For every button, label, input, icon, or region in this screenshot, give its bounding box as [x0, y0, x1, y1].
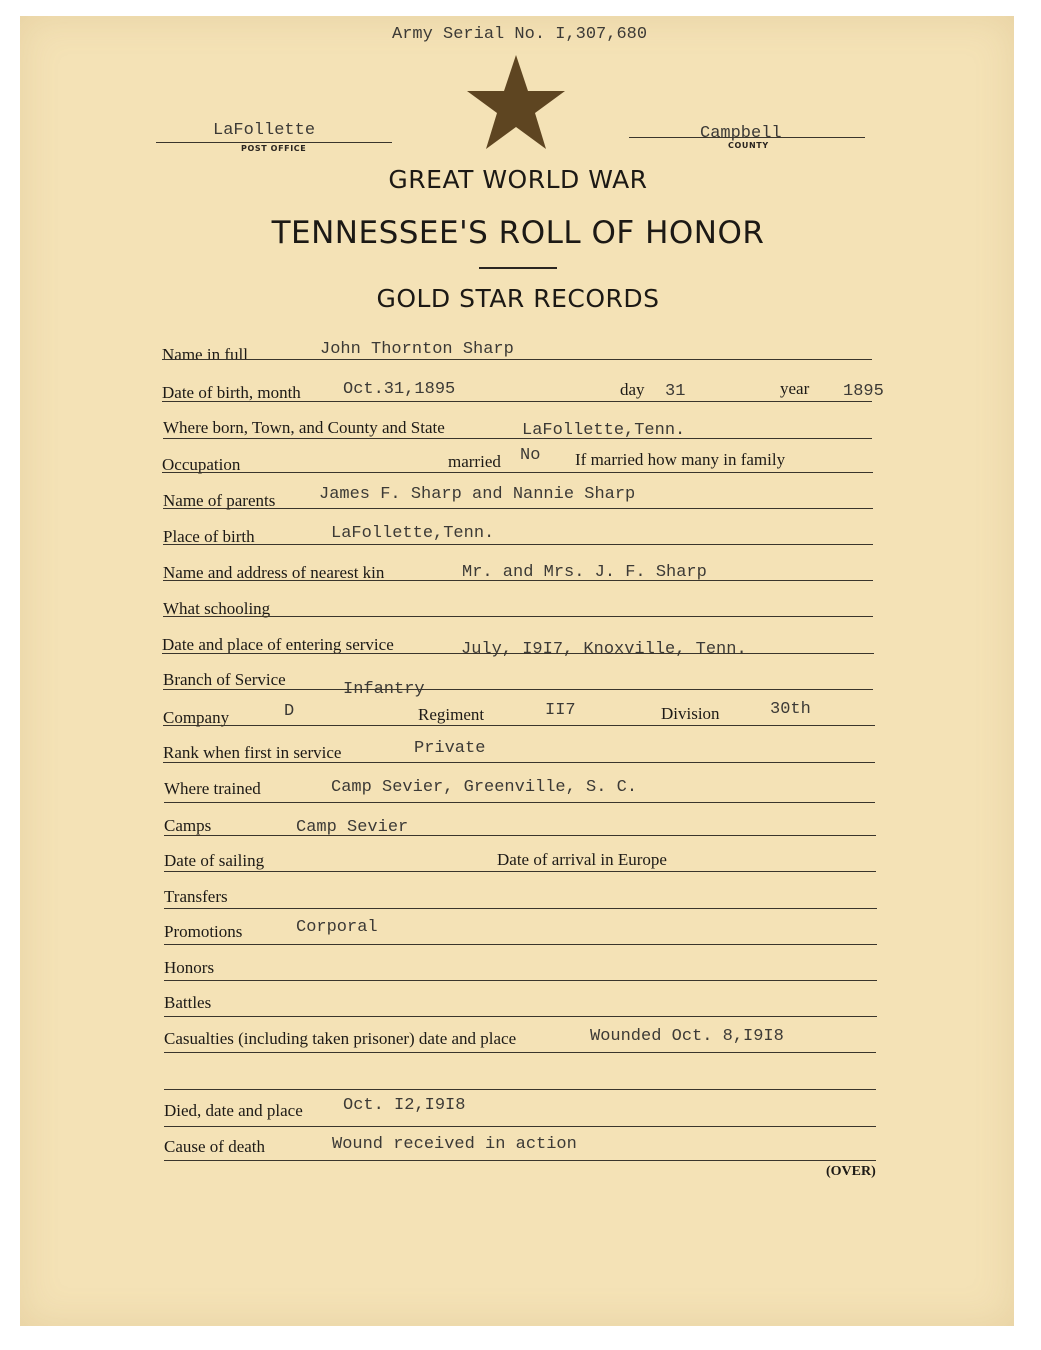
county-value: Campbell [700, 124, 782, 143]
gold-star-icon [464, 53, 568, 151]
title-great-world-war: GREAT WORLD WAR [388, 165, 648, 194]
cause-value: Wound received in action [332, 1135, 577, 1154]
rank-value: Private [414, 739, 486, 758]
dob-month-value: Oct.31,1895 [343, 380, 456, 399]
county-caption: COUNTY [728, 141, 769, 150]
post-office-value: LaFollette [213, 121, 316, 140]
camps-value: Camp Sevier [296, 818, 409, 837]
rank-label: Rank when first in service [163, 743, 342, 762]
division-label: Division [661, 704, 720, 723]
cause-label: Cause of death [164, 1137, 266, 1156]
division-value: 30th [770, 700, 811, 719]
married-label: married [448, 452, 501, 471]
sailing-label: Date of sailing [164, 851, 265, 870]
name-value: John Thornton Sharp [320, 340, 514, 359]
regiment-label: Regiment [418, 705, 485, 724]
died-value: Oct. I2,I9I8 [343, 1096, 466, 1115]
company-label: Company [163, 708, 230, 727]
camps-label: Camps [164, 816, 212, 835]
place-birth-label: Place of birth [163, 527, 255, 546]
name-label: Name in full [162, 345, 248, 364]
occupation-label: Occupation [162, 455, 241, 474]
place-birth-value: LaFollette,Tenn. [331, 524, 495, 543]
dob-day-label: day [620, 380, 645, 399]
died-label: Died, date and place [164, 1101, 303, 1120]
dob-year-value: 1895 [843, 382, 884, 401]
arrival-label: Date of arrival in Europe [497, 850, 667, 869]
entering-service-label: Date and place of entering service [162, 635, 394, 654]
entering-service-value: July, I9I7, Knoxville, Tenn. [461, 640, 747, 659]
parents-value: James F. Sharp and Nannie Sharp [319, 485, 636, 504]
dob-year-label: year [780, 379, 810, 398]
serial-value: I,307,680 [555, 25, 648, 44]
married-value: No [520, 446, 541, 465]
parents-label: Name of parents [163, 491, 276, 510]
honors-label: Honors [164, 958, 215, 977]
branch-value: Infantry [343, 680, 425, 699]
promotions-label: Promotions [164, 922, 243, 941]
casualties-value: Wounded Oct. 8,I9I8 [590, 1027, 784, 1046]
promotions-value: Corporal [296, 918, 378, 937]
kin-value: Mr. and Mrs. J. F. Sharp [462, 563, 707, 582]
serial-label: Army Serial No. [392, 25, 546, 44]
schooling-label: What schooling [163, 599, 271, 618]
branch-label: Branch of Service [163, 670, 286, 689]
trained-value: Camp Sevier, Greenville, S. C. [331, 778, 638, 797]
casualties-label: Casualties (including taken prisoner) date and place [164, 1029, 517, 1048]
battles-label: Battles [164, 993, 212, 1012]
post-office-caption: POST OFFICE [241, 144, 307, 153]
title-divider [479, 267, 557, 269]
over-label: (OVER) [826, 1164, 876, 1179]
title-roll-of-honor: TENNESSEE'S ROLL OF HONOR [271, 215, 765, 251]
kin-label: Name and address of nearest kin [163, 563, 385, 582]
dob-label: Date of birth, month [162, 383, 301, 402]
dob-day-value: 31 [665, 382, 686, 401]
trained-label: Where trained [164, 779, 261, 798]
family-label: If married how many in family [575, 450, 786, 469]
title-gold-star-records: GOLD STAR RECORDS [376, 284, 660, 313]
regiment-value: II7 [545, 701, 576, 720]
born-label: Where born, Town, and County and State [163, 418, 445, 437]
born-value: LaFollette,Tenn. [522, 421, 686, 440]
company-value: D [284, 702, 295, 721]
transfers-label: Transfers [164, 887, 228, 906]
serial-number [392, 25, 647, 44]
